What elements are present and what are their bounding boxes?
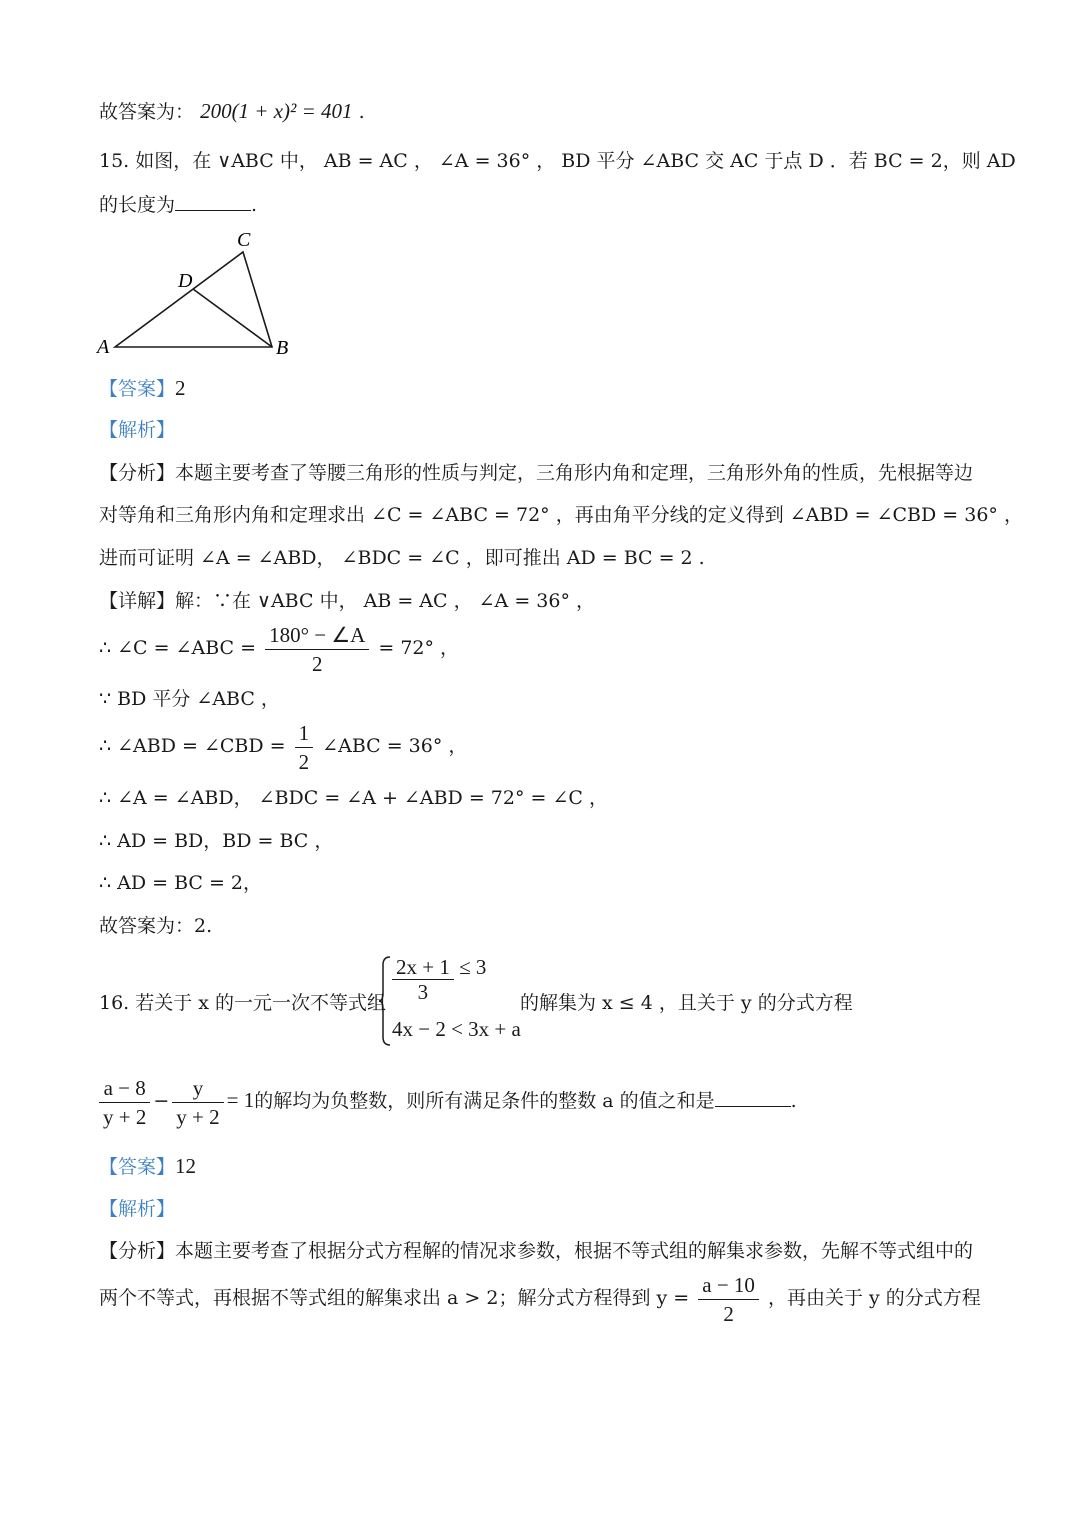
numerator: y xyxy=(172,1074,223,1103)
fenxi-text: 对等角和三角形内角和定理求出 ∠C = ∠ABC = 72° ，再由角平分线的定义得到 ∠ABD = ∠CBD = 36° ， xyxy=(99,504,1023,526)
denominator: 2 xyxy=(311,651,323,676)
q15-step-4 xyxy=(99,718,467,776)
q16-number: 16. xyxy=(99,992,130,1014)
fraction xyxy=(698,1271,759,1328)
q16-equation-line xyxy=(99,1072,797,1131)
q15-statement-line1 xyxy=(99,148,1016,174)
step-text: ∴ AD = BC = 2， xyxy=(99,872,263,894)
triangle-abc xyxy=(115,252,272,347)
detail-tag: 【详解】 xyxy=(99,590,176,612)
answer-blank xyxy=(715,1086,791,1107)
detail-text: 解：∵在 ∨ABC 中， AB = AC ， ∠A = 36° ， xyxy=(175,590,595,612)
q16-text: 的解均为负整数，则所有满足条件的整数 a 的值之和是 xyxy=(254,1090,715,1112)
q16-text: 的解集为 x ≤ 4 ，且关于 y 的分式方程 xyxy=(520,992,853,1014)
fenxi-text: ，再由关于 y 的分式方程 xyxy=(767,1287,981,1309)
fraction-2 xyxy=(172,1074,223,1131)
step-text: ∵ BD 平分 ∠ABC ， xyxy=(99,688,280,710)
step-text: ∴ ∠A = ∠ABD， ∠BDC = ∠A + ∠ABD = 72° = ∠C ， xyxy=(99,787,608,809)
q16-fenxi-2 xyxy=(99,1270,981,1328)
q15-period: . xyxy=(251,194,258,216)
prev-conclusion xyxy=(99,98,365,125)
q15-answer xyxy=(99,375,186,402)
q15-fenxi-3 xyxy=(99,545,705,571)
answer-blank xyxy=(175,190,251,211)
answer-tag: 【答案】 xyxy=(99,1156,176,1178)
q15-detail-1 xyxy=(99,588,595,614)
q15-text: 如图，在 ∨ABC 中， AB = AC ， ∠A = 36° ， BD 平分 ∠ABC 交 AC 于点 D ．若 BC = 2，则 AD xyxy=(135,150,1016,172)
q15-statement-line2 xyxy=(99,190,257,218)
q15-number: 15. xyxy=(99,150,130,172)
label-a: A xyxy=(97,336,110,358)
denominator: 3 xyxy=(417,980,429,1004)
inequality-system xyxy=(378,955,521,1047)
fenxi-text: 本题主要考查了根据分式方程解的情况求参数，根据不等式组的解集求参数，先解不等式组中的 xyxy=(175,1240,974,1262)
label-b: B xyxy=(276,337,289,359)
label-c: C xyxy=(237,229,251,251)
step-text: ∴ ∠ABD = ∠CBD = xyxy=(99,735,286,757)
denominator: y + 2 xyxy=(103,1104,147,1129)
step-text: = 72° ， xyxy=(378,637,460,659)
numerator: a − 10 xyxy=(698,1271,759,1300)
triangle-figure xyxy=(90,225,300,360)
denominator: y + 2 xyxy=(176,1104,220,1129)
fenxi-tag: 【分析】 xyxy=(99,462,176,484)
label-d: D xyxy=(178,270,193,292)
minus-sign: − xyxy=(153,1090,170,1112)
analysis-tag: 【解析】 xyxy=(99,419,176,441)
conclusion-equation: 200(1 + x)² = 401 xyxy=(200,99,353,123)
fraction xyxy=(392,955,454,1004)
answer-value: 12 xyxy=(175,1154,197,1178)
conclusion-end: . xyxy=(358,101,365,123)
conclusion-label: 故答案为： xyxy=(99,101,195,123)
denominator: 2 xyxy=(723,1301,734,1326)
q16-analysis-heading xyxy=(99,1196,175,1222)
q15-step-7 xyxy=(99,870,262,896)
q15-text-line2: 的长度为 xyxy=(99,194,176,216)
numerator: 180° − ∠A xyxy=(265,621,369,650)
q16-period: . xyxy=(790,1090,797,1112)
inequality-2: 4x − 2 < 3x + a xyxy=(392,1017,521,1041)
fenxi-text: 进而可证明 ∠A = ∠ABD， ∠BDC = ∠C ，即可推出 AD = BC = 2 . xyxy=(99,547,705,569)
brace xyxy=(378,955,392,1047)
inequality-1 xyxy=(392,955,486,1004)
relation: ≤ 3 xyxy=(459,955,487,979)
fenxi-text: 本题主要考查了等腰三角形的性质与判定，三角形内角和定理，三角形外角的性质，先根据等边 xyxy=(175,462,974,484)
q16-fenxi-1 xyxy=(99,1238,973,1264)
step-text: ∴ ∠C = ∠ABC = xyxy=(99,637,257,659)
equation-rhs: = 1 xyxy=(226,1088,255,1112)
analysis-tag: 【解析】 xyxy=(99,1198,176,1220)
fraction-1 xyxy=(99,1074,150,1131)
q16-answer xyxy=(99,1153,196,1180)
q16-statement-cont xyxy=(520,990,853,1016)
q15-conclusion xyxy=(99,913,212,939)
denominator: 2 xyxy=(298,749,310,774)
q15-step-5 xyxy=(99,785,608,811)
numerator: 2x + 1 xyxy=(392,955,454,980)
q15-step-2 xyxy=(99,620,459,678)
answer-value: 2 xyxy=(175,376,186,400)
numerator: a − 8 xyxy=(99,1074,150,1103)
q15-step-3 xyxy=(99,686,280,712)
q15-fenxi-2 xyxy=(99,502,1023,528)
q16-text: 若关于 x 的一元一次不等式组 xyxy=(135,992,387,1014)
bisector-bd xyxy=(193,289,272,347)
step-text: ∠ABC = 36° ， xyxy=(322,735,468,757)
q16-statement-line1 xyxy=(99,990,386,1016)
q15-analysis-heading xyxy=(99,417,175,443)
answer-tag: 【答案】 xyxy=(99,378,176,400)
q15-step-6 xyxy=(99,828,333,854)
numerator: 1 xyxy=(295,719,314,748)
fenxi-tag: 【分析】 xyxy=(99,1240,176,1262)
conclusion-text: 故答案为：2. xyxy=(99,915,213,937)
step-text: ∴ AD = BD，BD = BC ， xyxy=(99,830,334,852)
fenxi-text: 两个不等式，再根据不等式组的解集求出 a > 2；解分式方程得到 y = xyxy=(99,1287,690,1309)
q15-fenxi-1 xyxy=(99,460,973,486)
fraction xyxy=(295,719,314,776)
fraction xyxy=(265,621,369,678)
